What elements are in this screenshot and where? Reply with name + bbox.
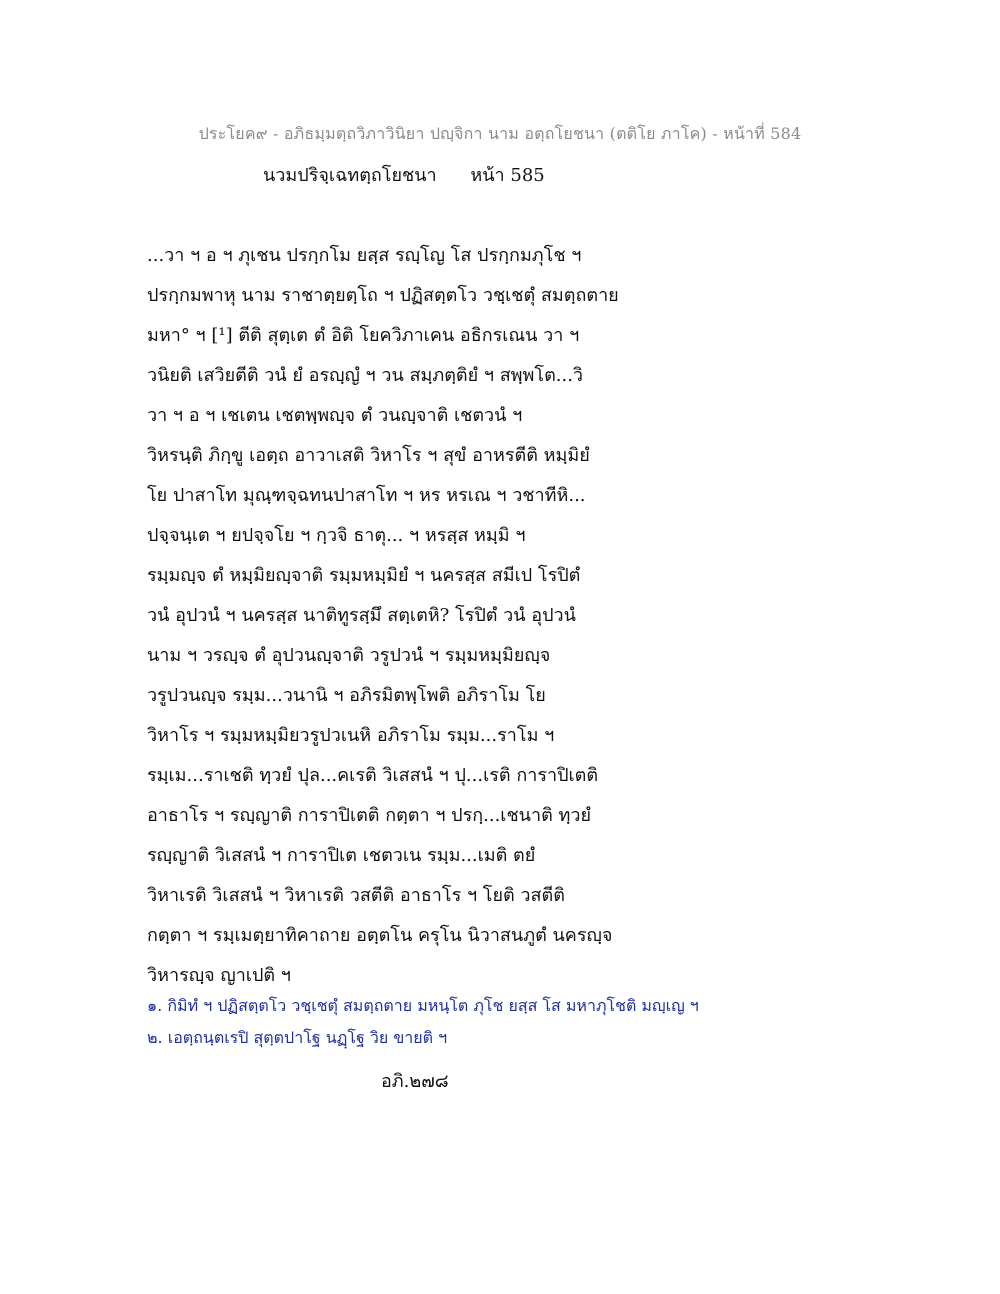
text-line: รมฺมญฺจ ตํ หมฺมิยญฺจาติ รมฺมหมฺมิยํ ฯ นครสฺส สมีเป โรปิตํ [147, 565, 581, 586]
body-text [147, 236, 687, 996]
text-line: อาธาโร ฯ รญฺญาติ การาปิเตติ กตฺตา ฯ ปรกฺ...เชนาติ ทฺวยํ [147, 805, 592, 826]
text-line: วิหารญฺจ ญาเปติ ฯ [147, 965, 291, 986]
section-header [263, 160, 545, 189]
text-line: ...วา ฯ อ ฯ ภุเชน ปรกฺกโม ยสฺส รญฺโญ โส ปรกฺกมภุโช ฯ [147, 245, 582, 266]
text-line: ปรกฺกมพาหุ นาม ราชาตฺยตฺโถ ฯ ปฏิสตฺตโว วชฺเชตุํ สมตฺถตาย [147, 285, 619, 306]
text-line: วา ฯ อ ฯ เชเตน เชตพฺพญฺจ ตํ วนญฺจาติ เชตวนํ ฯ [147, 405, 523, 426]
text-line: วิหาโร ฯ รมฺมหมฺมิยวรูปวเนหิ อภิราโม รมฺม...ราโม ฯ [147, 725, 555, 746]
text-line: กตฺตา ฯ รมฺเมตฺยาทิคาถาย อตฺตโน ครุโน นิวาสนภูตํ นครญฺจ [147, 925, 613, 946]
footnotes [147, 990, 847, 1054]
text-line: วิหาเรติ วิเสสนํ ฯ วิหาเรติ วสตีติ อาธาโร ฯ โยติ วสตีติ [147, 885, 565, 906]
text-line: วรูปวนญฺจ รมฺม...วนานิ ฯ อภิรมิตพฺโพติ อภิราโม โย [147, 685, 546, 706]
footnote-2: ๒. เอตฺถนฺตเรปิ สุตฺตปาโฐ นฏฺโฐ วิย ขายติ ฯ [147, 1028, 448, 1047]
page-number-label: หน้า 585 [470, 165, 545, 186]
page-reference: อภิ.๒๗๘ [381, 1071, 449, 1092]
text-line: ปจฺจนฺเต ฯ ยปจฺจโย ฯ กฺวจิ ธาตุ... ฯ หรสฺส หมฺมิ ฯ [147, 525, 526, 546]
footnote-1: ๑. กิมิทํ ฯ ปฏิสตฺตโว วชฺเชตุํ สมตฺถตาย มหนฺโต ภุโช ยสฺส โส มหาภุโชติ มญฺเญ ฯ [147, 996, 699, 1015]
text-line: วนิยติ เสวิยตีติ วนํ ยํ อรญฺญํ ฯ วน สมฺภตฺติยํ ฯ สพฺพโต...วิ [147, 365, 584, 386]
text-line: นาม ฯ วรญฺจ ตํ อุปวนญฺจาติ วรูปวนํ ฯ รมฺมหมฺมิยญฺจ [147, 645, 551, 666]
text-line: วนํ อุปวนํ ฯ นครสฺส นาติทูรสฺมึ สตฺเตหิ? โรปิตํ วนํ อุปวนํ [147, 605, 576, 626]
section-title: นวมปริจฺเฉทตฺถโยชนา [263, 165, 437, 186]
text-line: รญฺญาติ วิเสสนํ ฯ การาปิเต เชตวเน รมฺม...เมติ ตยํ [147, 845, 536, 866]
text-line: วิหรนฺติ ภิกฺขู เอตฺถ อาวาเสติ วิหาโร ฯ สุขํ อาหรตีติ หมฺมิยํ [147, 445, 590, 466]
text-line: รมฺเม...ราเชติ ทฺวยํ ปุล...คเรติ วิเสสนํ ฯ ปุ...เรติ การาปิเตติ [147, 765, 599, 786]
running-header: ประโยค๙ - อภิธมฺมตฺถวิภาวินิยา ปญฺจิกา นาม อตฺถโยชนา (ตติโย ภาโค) - หน้าที่ 584 [198, 124, 802, 143]
text-line: โย ปาสาโท มุณฺฑจฺฉทนปาสาโท ฯ หร หรเณ ฯ วชาทีหิ... [147, 485, 586, 506]
text-line: มหา° ฯ [¹] ตีติ สุตฺเต ตํ อิติ โยควิภาเคน อธิกรเณน วา ฯ [147, 325, 580, 346]
